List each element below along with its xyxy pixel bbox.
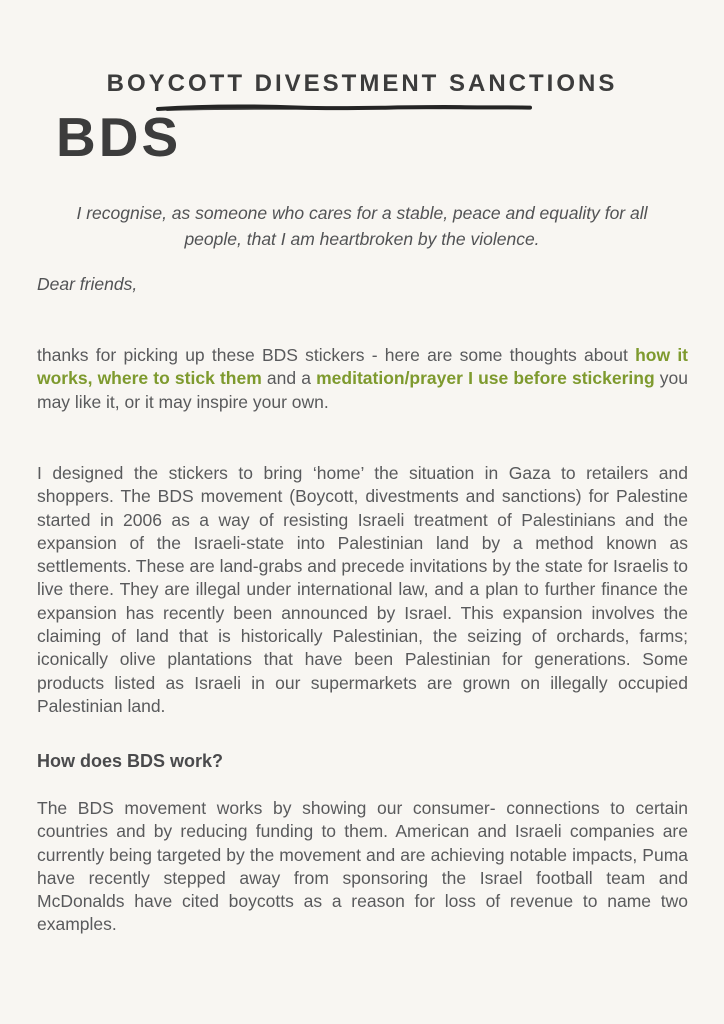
intro-text-1: thanks for picking up these BDS stickers - here are some thoughts about: [37, 345, 636, 365]
intro-highlight-how-it-works: how it works, where to stick them: [37, 345, 689, 389]
intro-text-2: and a: [261, 368, 317, 389]
page-title: BDS: [56, 106, 182, 168]
intro-highlight-meditation-prayer: meditation/prayer I use before stickering: [316, 368, 655, 389]
salutation: Dear friends,: [37, 274, 138, 294]
opening-quote: I recognise, as someone who cares for a stable, peace and equality for all people, that I am heartbroken by the violence.: [76, 203, 648, 249]
kicker-heading: BOYCOTT DIVESTMENT SANCTIONS: [106, 70, 618, 97]
how-bds-works-paragraph: The BDS movement works by showing our consumer- connections to certain countries and by reducing funding to them. American and Israeli companies are currently being targeted by the movement and are achieving notable impacts, Puma have recently stepped away from sponsoring the Israel football team and McDonalds have cited boycotts as a reason for loss of revenue to name two examples.: [37, 798, 688, 935]
brush-stroke-underline: [155, 103, 533, 113]
about-stickers-paragraph: I designed the stickers to bring ‘home’ the situation in Gaza to retailers and shoppers. The BDS movement (Boycott, divestments and sanctions) for Palestine started in 2006 as a way of resisting Israeli treatment of Palestinians and the expansion of the Israeli-state into Palestinian land by a method known as settlements. These are land-grabs and precede invitations by the state for Israelis to live there. They are illegal under international law, and a plan to further finance the expansion has recently been announced by Israel. This expansion involves the claiming of land that is historically Palestinian, the seizing of orchards, farms; iconically olive plantations that have been Palestinian for generations. Some products listed as Israeli in our supermarkets are grown on illegally occupied Palestinian land.: [37, 463, 688, 716]
intro-text-3: you may like it, or it may inspire your own.: [37, 368, 688, 412]
how-does-bds-work-heading: How does BDS work?: [37, 751, 224, 771]
intro-paragraph: [37, 344, 688, 414]
